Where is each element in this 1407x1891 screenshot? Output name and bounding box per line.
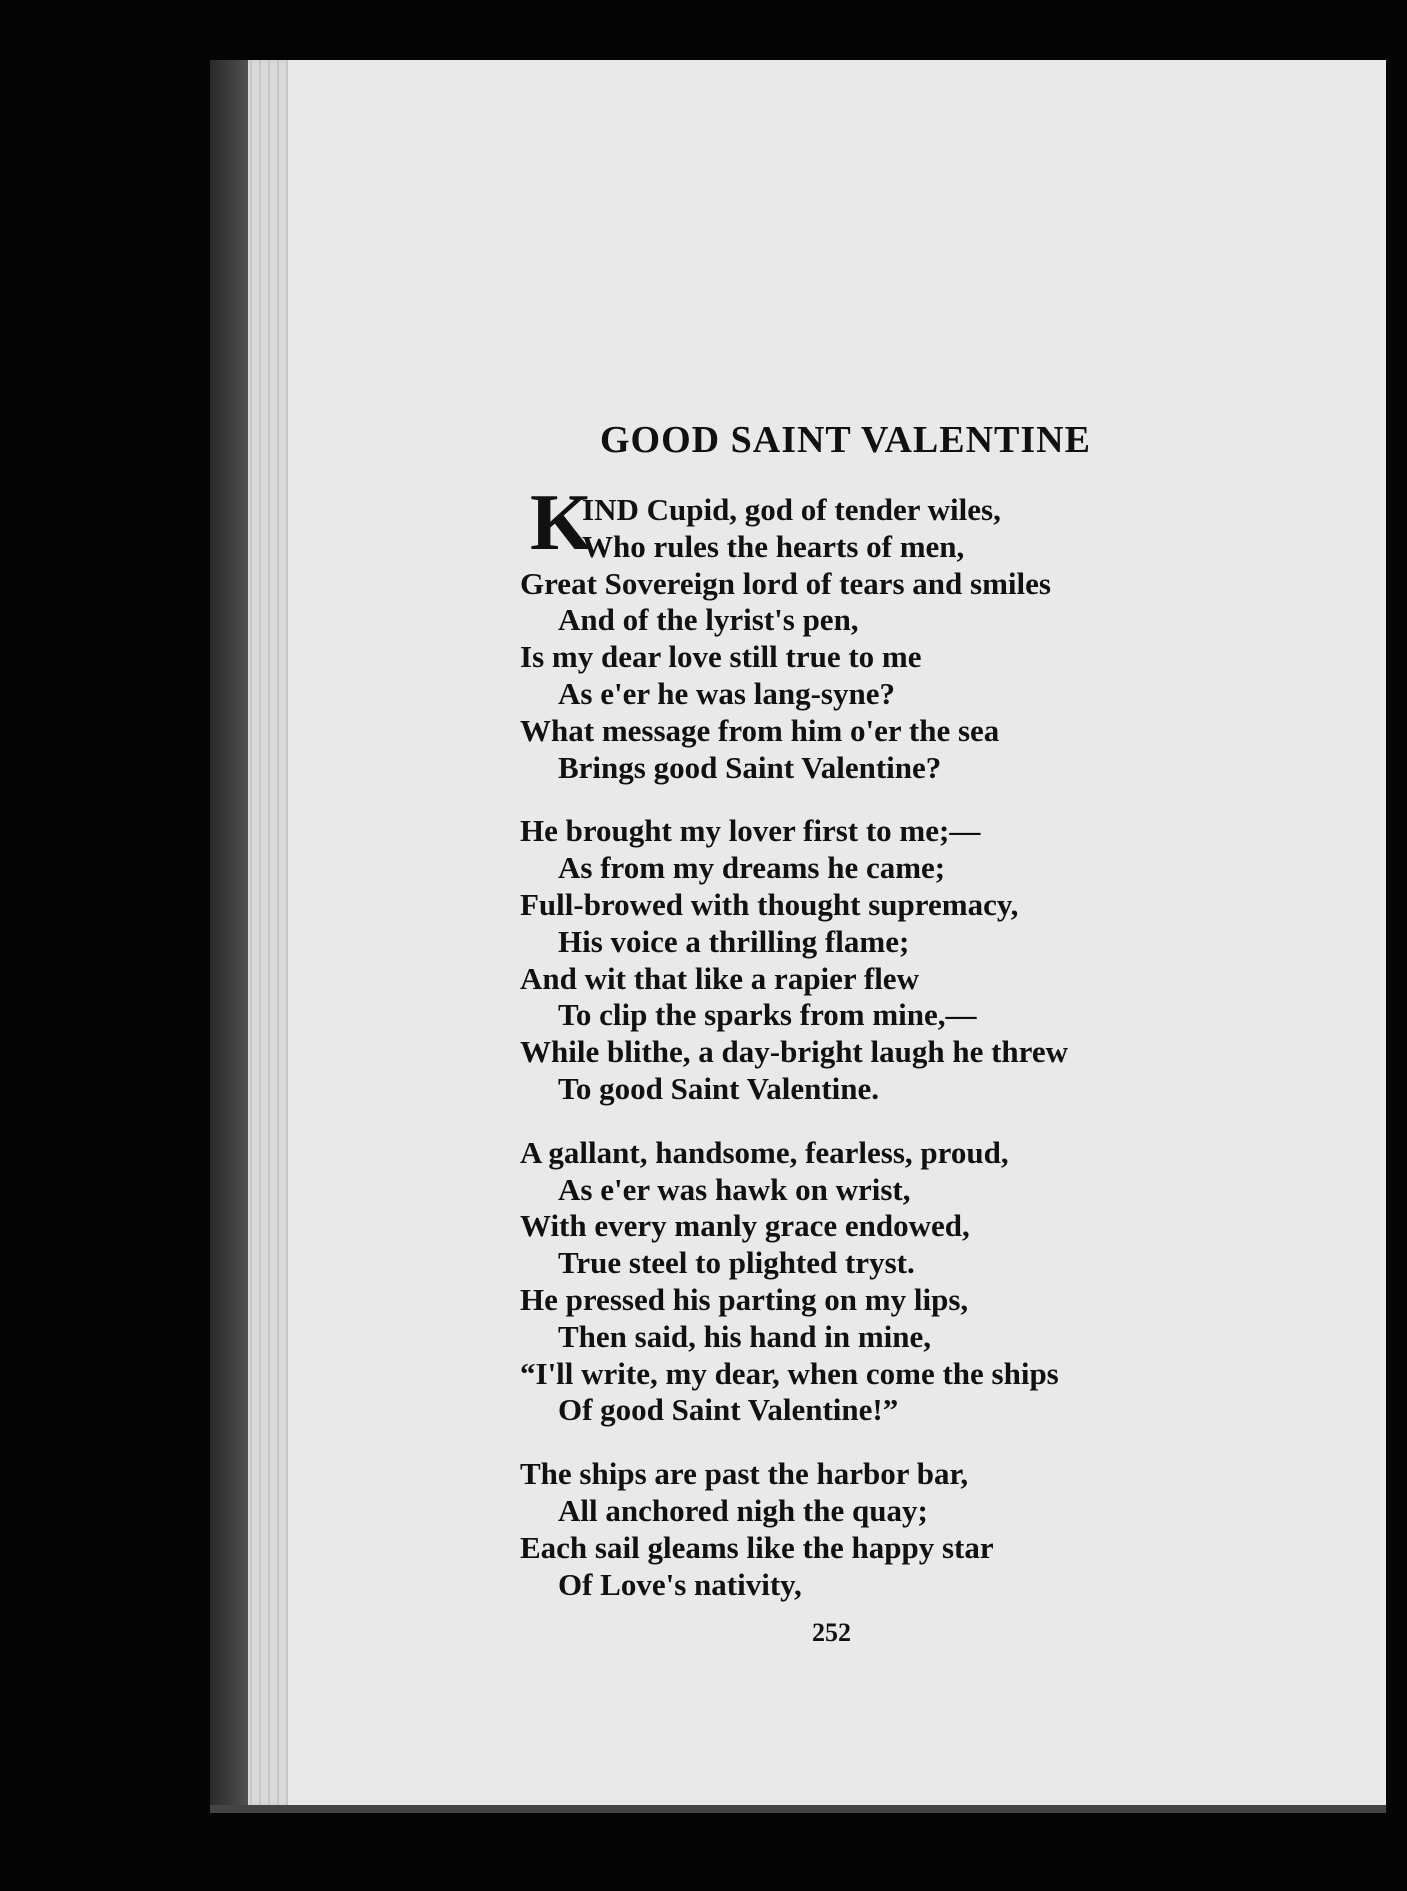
poem-line: As e'er he was lang-syne? [558,675,895,711]
poem-line: All anchored nigh the quay; [558,1492,928,1528]
poem-line: With every manly grace endowed, [520,1208,970,1244]
poem-line: Each sail gleams like the happy star [520,1529,994,1565]
stanza-2 [520,813,1160,1107]
stanza-1 [520,479,1160,786]
poem-line: A gallant, handsome, fearless, proud, [520,1134,1009,1170]
page-bottom-edge [210,1805,1386,1813]
poem-line: He pressed his parting on my lips, [520,1281,969,1317]
poem-body [520,479,1160,1630]
poem-line: He brought my lover first to me;— [520,813,981,849]
poem-line: Great Sovereign lord of tears and smiles [520,565,1051,601]
poem-line: To clip the sparks from mine,— [558,997,977,1033]
poem-line: And of the lyrist's pen, [558,602,859,638]
poem-line: What message from him o'er the sea [520,712,1000,748]
stanza-4 [520,1456,1160,1603]
poem-line: Of good Saint Valentine!” [558,1392,899,1428]
poem-line: Then said, his hand in mine, [558,1318,932,1354]
first-line-block [520,479,1160,567]
drop-cap: K [530,479,593,567]
poem-line: Who rules the hearts of men, [582,528,965,564]
poem-line: As e'er was hawk on wrist, [558,1171,911,1207]
poem-line: Full-browed with thought supremacy, [520,886,1019,922]
poem-line: Brings good Saint Valentine? [558,749,942,785]
poem-line: As from my dreams he came; [558,850,946,886]
page-stack-edges [248,60,288,1805]
poem-line: While blithe, a day-bright laugh he threw [520,1034,1069,1070]
poem-line: To good Saint Valentine. [558,1070,880,1106]
poem-line: “I'll write, my dear, when come the ships [520,1355,1059,1391]
page-number: 252 [812,1618,851,1647]
stanza-3 [520,1135,1160,1429]
poem-line: The ships are past the harbor bar, [520,1456,969,1492]
poem-line: Is my dear love still true to me [520,639,922,675]
poem-line: IND Cupid, god of tender wiles, [582,492,1001,527]
poem-line: And wit that like a rapier flew [520,960,919,996]
poem-line: True steel to plighted tryst. [558,1245,915,1281]
poem-line: His voice a thrilling flame; [558,923,910,959]
poem-title: GOOD SAINT VALENTINE [600,419,1091,461]
poem-line: Of Love's nativity, [558,1566,802,1602]
